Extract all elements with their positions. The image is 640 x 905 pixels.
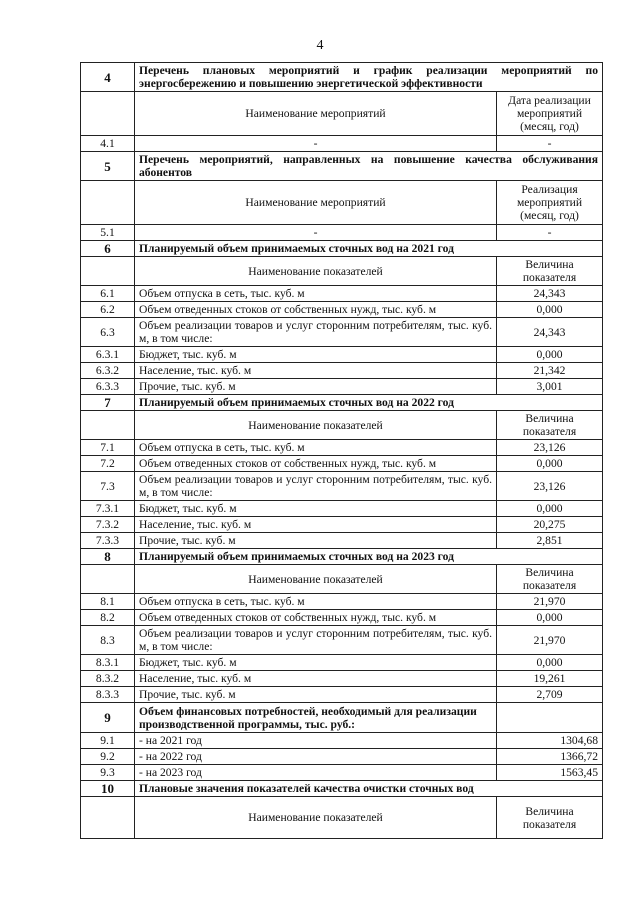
row-value: 3,001 xyxy=(497,379,603,395)
section-title: Перечень плановых мероприятий и график реализации мероприятий по энергосбережению и повышению энергетической эффективности xyxy=(135,63,603,92)
table-row xyxy=(81,363,603,379)
row-name: Объем реализации товаров и услуг сторонним потребителям, тыс. куб. м, в том числе: xyxy=(135,472,497,501)
section-header xyxy=(81,395,603,411)
row-name: Объем реализации товаров и услуг сторонним потребителям, тыс. куб. м, в том числе: xyxy=(135,318,497,347)
row-value: 2,709 xyxy=(497,687,603,703)
row-value: 21,970 xyxy=(497,594,603,610)
column-header-row xyxy=(81,92,603,136)
table-row xyxy=(81,594,603,610)
row-number: 6.3.3 xyxy=(81,379,135,395)
table-row xyxy=(81,347,603,363)
table-row xyxy=(81,671,603,687)
row-number: 6.3.1 xyxy=(81,347,135,363)
row-value: 21,342 xyxy=(497,363,603,379)
row-number: 9.2 xyxy=(81,749,135,765)
column-header-name: Наименование показателей xyxy=(135,565,497,594)
section-title: Перечень мероприятий, направленных на повышение качества обслуживания абонентов xyxy=(135,152,603,181)
column-header-name: Наименование показателей xyxy=(135,411,497,440)
section-number: 10 xyxy=(81,781,135,797)
row-number: 9.1 xyxy=(81,733,135,749)
section-title: Планируемый объем принимаемых сточных вод на 2022 год xyxy=(135,395,603,411)
table-row xyxy=(81,533,603,549)
section-title: Планируемый объем принимаемых сточных вод на 2021 год xyxy=(135,241,603,257)
row-number: 7.3.2 xyxy=(81,517,135,533)
column-header-row xyxy=(81,257,603,286)
row-number: 6.3 xyxy=(81,318,135,347)
column-header-value: Реализация мероприятий (месяц, год) xyxy=(497,181,603,225)
column-header-name: Наименование показателей xyxy=(135,797,497,839)
row-number: 6.3.2 xyxy=(81,363,135,379)
table-row xyxy=(81,302,603,318)
row-number: 7.2 xyxy=(81,456,135,472)
row-name: Объем реализации товаров и услуг сторонним потребителям, тыс. куб. м, в том числе: xyxy=(135,626,497,655)
row-name: - на 2021 год xyxy=(135,733,497,749)
column-header-value: Величина показателя xyxy=(497,565,603,594)
column-header-value: Дата реализации мероприятий (месяц, год) xyxy=(497,92,603,136)
section-header xyxy=(81,703,603,733)
row-number: 6.1 xyxy=(81,286,135,302)
row-name: - на 2023 год xyxy=(135,765,497,781)
section-title: Объем финансовых потребностей, необходимый для реализации производственной программы, тыс. руб.: xyxy=(135,703,497,733)
row-name: - xyxy=(135,136,497,152)
row-value: 1304,68 xyxy=(497,733,603,749)
row-number: 7.3.1 xyxy=(81,501,135,517)
row-value: 21,970 xyxy=(497,626,603,655)
table-row xyxy=(81,136,603,152)
section-number: 6 xyxy=(81,241,135,257)
row-value: 24,343 xyxy=(497,286,603,302)
program-table xyxy=(80,62,603,839)
table-row xyxy=(81,501,603,517)
row-name: Население, тыс. куб. м xyxy=(135,517,497,533)
table-row xyxy=(81,626,603,655)
column-header-value: Величина показателя xyxy=(497,257,603,286)
row-name: Прочие, тыс. куб. м xyxy=(135,687,497,703)
row-name: Бюджет, тыс. куб. м xyxy=(135,655,497,671)
row-name: Объем отпуска в сеть, тыс. куб. м xyxy=(135,286,497,302)
section-number: 7 xyxy=(81,395,135,411)
section-number: 4 xyxy=(81,63,135,92)
row-value: 1563,45 xyxy=(497,765,603,781)
row-number: 9.3 xyxy=(81,765,135,781)
row-value: 0,000 xyxy=(497,501,603,517)
row-value: 23,126 xyxy=(497,440,603,456)
section-number: 5 xyxy=(81,152,135,181)
column-header-value: Величина показателя xyxy=(497,411,603,440)
row-value: 19,261 xyxy=(497,671,603,687)
row-name: Население, тыс. куб. м xyxy=(135,671,497,687)
row-name: Прочие, тыс. куб. м xyxy=(135,533,497,549)
section-title: Плановые значения показателей качества очистки сточных вод xyxy=(135,781,603,797)
table-row xyxy=(81,687,603,703)
section-number: 8 xyxy=(81,549,135,565)
row-value: 0,000 xyxy=(497,610,603,626)
table-row xyxy=(81,517,603,533)
table-row xyxy=(81,225,603,241)
row-name: - на 2022 год xyxy=(135,749,497,765)
table-row xyxy=(81,318,603,347)
row-name: Прочие, тыс. куб. м xyxy=(135,379,497,395)
row-name: Население, тыс. куб. м xyxy=(135,363,497,379)
row-value: 0,000 xyxy=(497,347,603,363)
table-row xyxy=(81,286,603,302)
column-header-name: Наименование мероприятий xyxy=(135,92,497,136)
row-number: 8.3.2 xyxy=(81,671,135,687)
row-value: - xyxy=(497,225,603,241)
section-title: Планируемый объем принимаемых сточных вод на 2023 год xyxy=(135,549,603,565)
table-row xyxy=(81,440,603,456)
section-header xyxy=(81,63,603,92)
row-value: 20,275 xyxy=(497,517,603,533)
table-row xyxy=(81,765,603,781)
section-header xyxy=(81,241,603,257)
table-row xyxy=(81,379,603,395)
table-row xyxy=(81,655,603,671)
row-number: 4.1 xyxy=(81,136,135,152)
row-name: Объем отпуска в сеть, тыс. куб. м xyxy=(135,594,497,610)
row-name: Бюджет, тыс. куб. м xyxy=(135,501,497,517)
column-header-row xyxy=(81,411,603,440)
row-number: 7.1 xyxy=(81,440,135,456)
table-row xyxy=(81,472,603,501)
column-header-name: Наименование мероприятий xyxy=(135,181,497,225)
section-number: 9 xyxy=(81,703,135,733)
column-header-row xyxy=(81,181,603,225)
row-name: Объем отведенных стоков от собственных нужд, тыс. куб. м xyxy=(135,456,497,472)
row-value: 1366,72 xyxy=(497,749,603,765)
row-name: Объем отведенных стоков от собственных нужд, тыс. куб. м xyxy=(135,610,497,626)
row-value: 23,126 xyxy=(497,472,603,501)
row-value: 0,000 xyxy=(497,456,603,472)
row-name: Объем отведенных стоков от собственных нужд, тыс. куб. м xyxy=(135,302,497,318)
column-header-row xyxy=(81,797,603,839)
column-header-value: Величина показателя xyxy=(497,797,603,839)
table-row xyxy=(81,456,603,472)
section-header xyxy=(81,152,603,181)
column-header-row xyxy=(81,565,603,594)
row-value: - xyxy=(497,136,603,152)
row-number: 8.2 xyxy=(81,610,135,626)
row-name: Объем отпуска в сеть, тыс. куб. м xyxy=(135,440,497,456)
row-number: 8.3 xyxy=(81,626,135,655)
row-number: 5.1 xyxy=(81,225,135,241)
row-number: 7.3.3 xyxy=(81,533,135,549)
row-value: 2,851 xyxy=(497,533,603,549)
table-row xyxy=(81,610,603,626)
table-row xyxy=(81,733,603,749)
section-header xyxy=(81,549,603,565)
row-value: 0,000 xyxy=(497,302,603,318)
row-number: 8.3.3 xyxy=(81,687,135,703)
row-number: 8.3.1 xyxy=(81,655,135,671)
section-header xyxy=(81,781,603,797)
row-number: 7.3 xyxy=(81,472,135,501)
column-header-name: Наименование показателей xyxy=(135,257,497,286)
row-value: 24,343 xyxy=(497,318,603,347)
row-number: 8.1 xyxy=(81,594,135,610)
row-number: 6.2 xyxy=(81,302,135,318)
row-value: 0,000 xyxy=(497,655,603,671)
row-name: Бюджет, тыс. куб. м xyxy=(135,347,497,363)
table-row xyxy=(81,749,603,765)
page-number: 4 xyxy=(316,38,324,53)
row-name: - xyxy=(135,225,497,241)
